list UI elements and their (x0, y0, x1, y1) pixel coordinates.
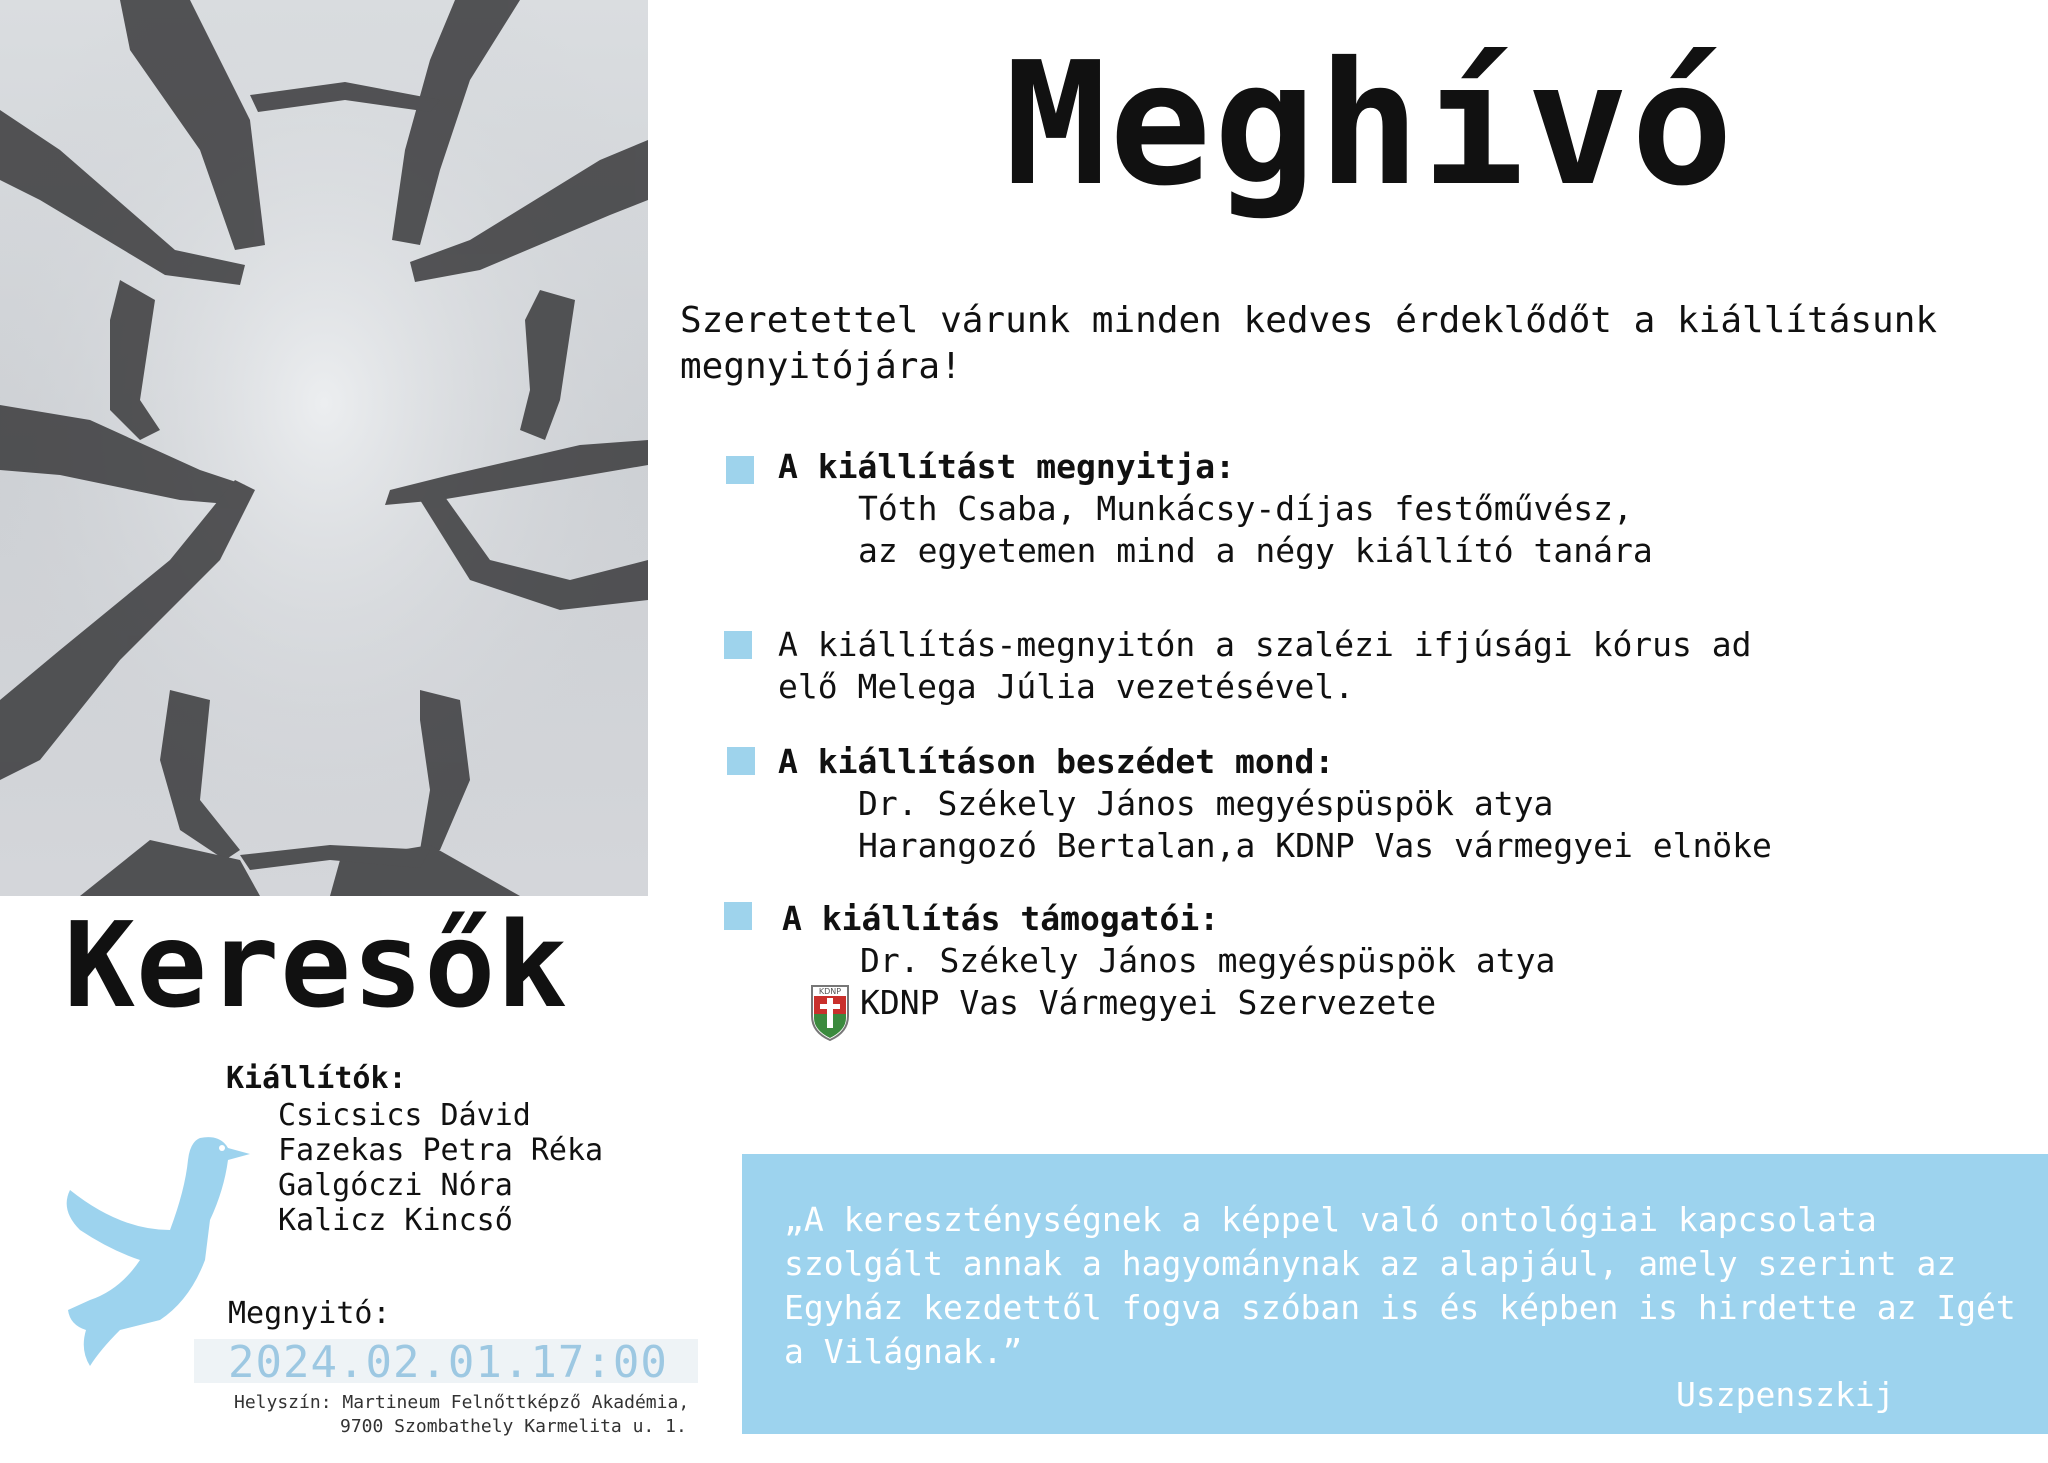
bullet-square (726, 456, 754, 484)
section-line: az egyetemen mind a négy kiállító tanára (858, 531, 1653, 570)
exhibitor-name: Galgóczi Nóra (278, 1168, 513, 1203)
section-line: Dr. Székely János megyéspüspök atya (860, 941, 1556, 980)
opening-date: 2024.02.01.17:00 (228, 1337, 668, 1388)
section-line: KDNP Vas Vármegyei Szervezete (860, 983, 1437, 1022)
page-title: Meghívó (1004, 26, 1736, 224)
exhibitor-name: Fazekas Petra Réka (278, 1133, 604, 1168)
section-heading-sponsors: A kiállítás támogatói: (782, 899, 1220, 938)
section-line: Dr. Székely János megyéspüspök atya (858, 784, 1554, 823)
kdnp-logo-text: KDNP (818, 987, 842, 996)
venue-line: 9700 Szombathely Karmelita u. 1. (340, 1416, 687, 1437)
dove-icon (60, 1130, 260, 1370)
bullet-square (727, 747, 755, 775)
intro-text: Szeretettel várunk minden kedves érdeklődőt a kiállításunk megnyitójára! (680, 300, 1938, 387)
exhibitor-name: Csicsics Dávid (278, 1098, 531, 1133)
quote-text: „A kereszténységnek a képpel való ontológiai kapcsolata szolgált annak a hagyománynak az alapjául, amely szerint az Egyház kezdettől fogva szóban is és képben is hirdette az Igét a Világnak.” (784, 1200, 2016, 1371)
quote-author: Uszpenszkij (1676, 1375, 1895, 1414)
section-line: Harangozó Bertalan,a KDNP Vas vármegyei elnöke (858, 826, 1772, 865)
section-line: Tóth Csaba, Munkácsy-díjas festőművész, (858, 489, 1633, 528)
hands-cross-photo (0, 0, 648, 896)
section-line: A kiállítás-megnyitón a szalézi ifjúsági kórus ad (778, 625, 1752, 664)
opening-label: Megnyitó: (228, 1296, 391, 1331)
exhibitor-name: Kalicz Kincső (278, 1203, 513, 1238)
bullet-square (724, 631, 752, 659)
section-heading-speakers: A kiállításon beszédet mond: (778, 742, 1335, 781)
bullet-square (724, 902, 752, 930)
section-heading-opener: A kiállítást megnyitja: (778, 447, 1235, 486)
section-line: elő Melega Júlia vezetésével. (778, 667, 1355, 706)
venue-line: Helyszín: Martineum Felnőttképző Akadémia, (234, 1392, 690, 1413)
exhibitors-label: Kiállítók: (226, 1061, 407, 1096)
kdnp-logo (808, 982, 852, 1042)
exhibition-title: Keresők (64, 896, 569, 1034)
